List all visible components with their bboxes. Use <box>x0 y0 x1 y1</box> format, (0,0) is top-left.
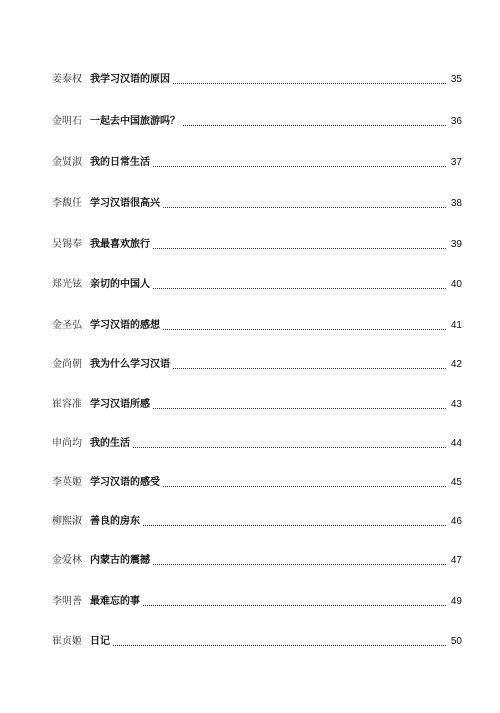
toc-title: 我的生活 <box>90 438 130 449</box>
toc-dot-leader <box>163 329 446 330</box>
toc-title: 学习汉语所感 <box>90 399 150 410</box>
toc-dot-leader <box>143 525 446 526</box>
toc-author: 崔贞姬 <box>52 636 82 647</box>
toc-title: 我为什么学习汉语 <box>90 359 170 370</box>
toc-author: 姜泰权 <box>52 74 82 85</box>
toc-author: 郑光铉 <box>52 279 82 290</box>
toc-title: 一起去中国旅游吗？ <box>90 116 180 127</box>
toc-dot-leader <box>163 486 446 487</box>
toc-page-number: 45 <box>450 477 462 488</box>
toc-page-number: 35 <box>450 74 462 85</box>
toc-page-number: 46 <box>450 516 462 527</box>
toc-title: 我最喜欢旅行 <box>90 239 150 250</box>
toc-title: 学习汉语的感受 <box>90 477 160 488</box>
toc-entry <box>52 552 462 568</box>
toc-dot-leader <box>183 125 446 126</box>
toc-title: 内蒙古的震撼 <box>90 555 150 566</box>
toc-author: 李馥任 <box>52 198 82 209</box>
toc-dot-leader <box>153 408 446 409</box>
toc-dot-leader <box>163 207 446 208</box>
toc-page-number: 47 <box>450 555 462 566</box>
toc-page-number: 39 <box>450 239 462 250</box>
toc-title: 学习汉语的感想 <box>90 320 160 331</box>
toc-dot-leader <box>173 368 446 369</box>
toc-title: 最难忘的事 <box>90 596 140 607</box>
toc-page-number: 41 <box>450 320 462 331</box>
toc-dot-leader <box>143 605 446 606</box>
toc-author: 金尚朝 <box>52 359 82 370</box>
toc-entry <box>52 113 462 129</box>
toc-dot-leader <box>173 83 446 84</box>
toc-entry <box>52 513 462 529</box>
toc-title: 我学习汉语的原因 <box>90 74 170 85</box>
toc-author: 金爱林 <box>52 555 82 566</box>
toc-entry <box>52 195 462 211</box>
toc-author: 柳熙淑 <box>52 516 82 527</box>
toc-title: 亲切的中国人 <box>90 279 150 290</box>
toc-dot-leader <box>153 166 446 167</box>
toc-entry <box>52 71 462 87</box>
toc-author: 李英姬 <box>52 477 82 488</box>
toc-dot-leader <box>153 564 446 565</box>
toc-title: 我的日常生活 <box>90 157 150 168</box>
toc-page-number: 44 <box>450 438 462 449</box>
toc-page-number: 40 <box>450 279 462 290</box>
toc-entry <box>52 276 462 292</box>
toc-author: 李明善 <box>52 596 82 607</box>
toc-entry <box>52 236 462 252</box>
toc-author: 金明石 <box>52 116 82 127</box>
toc-entry <box>52 154 462 170</box>
toc-entry <box>52 317 462 333</box>
toc-entry <box>52 356 462 372</box>
toc-entry <box>52 435 462 451</box>
toc-author: 申尚均 <box>52 438 82 449</box>
toc-dot-leader <box>153 288 446 289</box>
toc-title: 善良的房东 <box>90 516 140 527</box>
toc-title: 学习汉语很高兴 <box>90 198 160 209</box>
toc-author: 吴锡奉 <box>52 239 82 250</box>
toc-page-number: 36 <box>450 116 462 127</box>
toc-dot-leader <box>153 248 446 249</box>
toc-page-number: 38 <box>450 198 462 209</box>
toc-author: 金贤淑 <box>52 157 82 168</box>
toc-page-number: 50 <box>450 636 462 647</box>
toc-entry <box>52 474 462 490</box>
toc-entry <box>52 633 462 649</box>
toc-page-number: 43 <box>450 399 462 410</box>
toc-author: 崔容准 <box>52 399 82 410</box>
toc-title: 日记 <box>90 636 110 647</box>
toc-entry <box>52 396 462 412</box>
toc-page-number: 42 <box>450 359 462 370</box>
toc-entry <box>52 593 462 609</box>
toc-page-number: 49 <box>450 596 462 607</box>
toc-page-number: 37 <box>450 157 462 168</box>
toc-dot-leader <box>133 447 446 448</box>
toc-author: 金圣弘 <box>52 320 82 331</box>
toc-dot-leader <box>113 645 446 646</box>
